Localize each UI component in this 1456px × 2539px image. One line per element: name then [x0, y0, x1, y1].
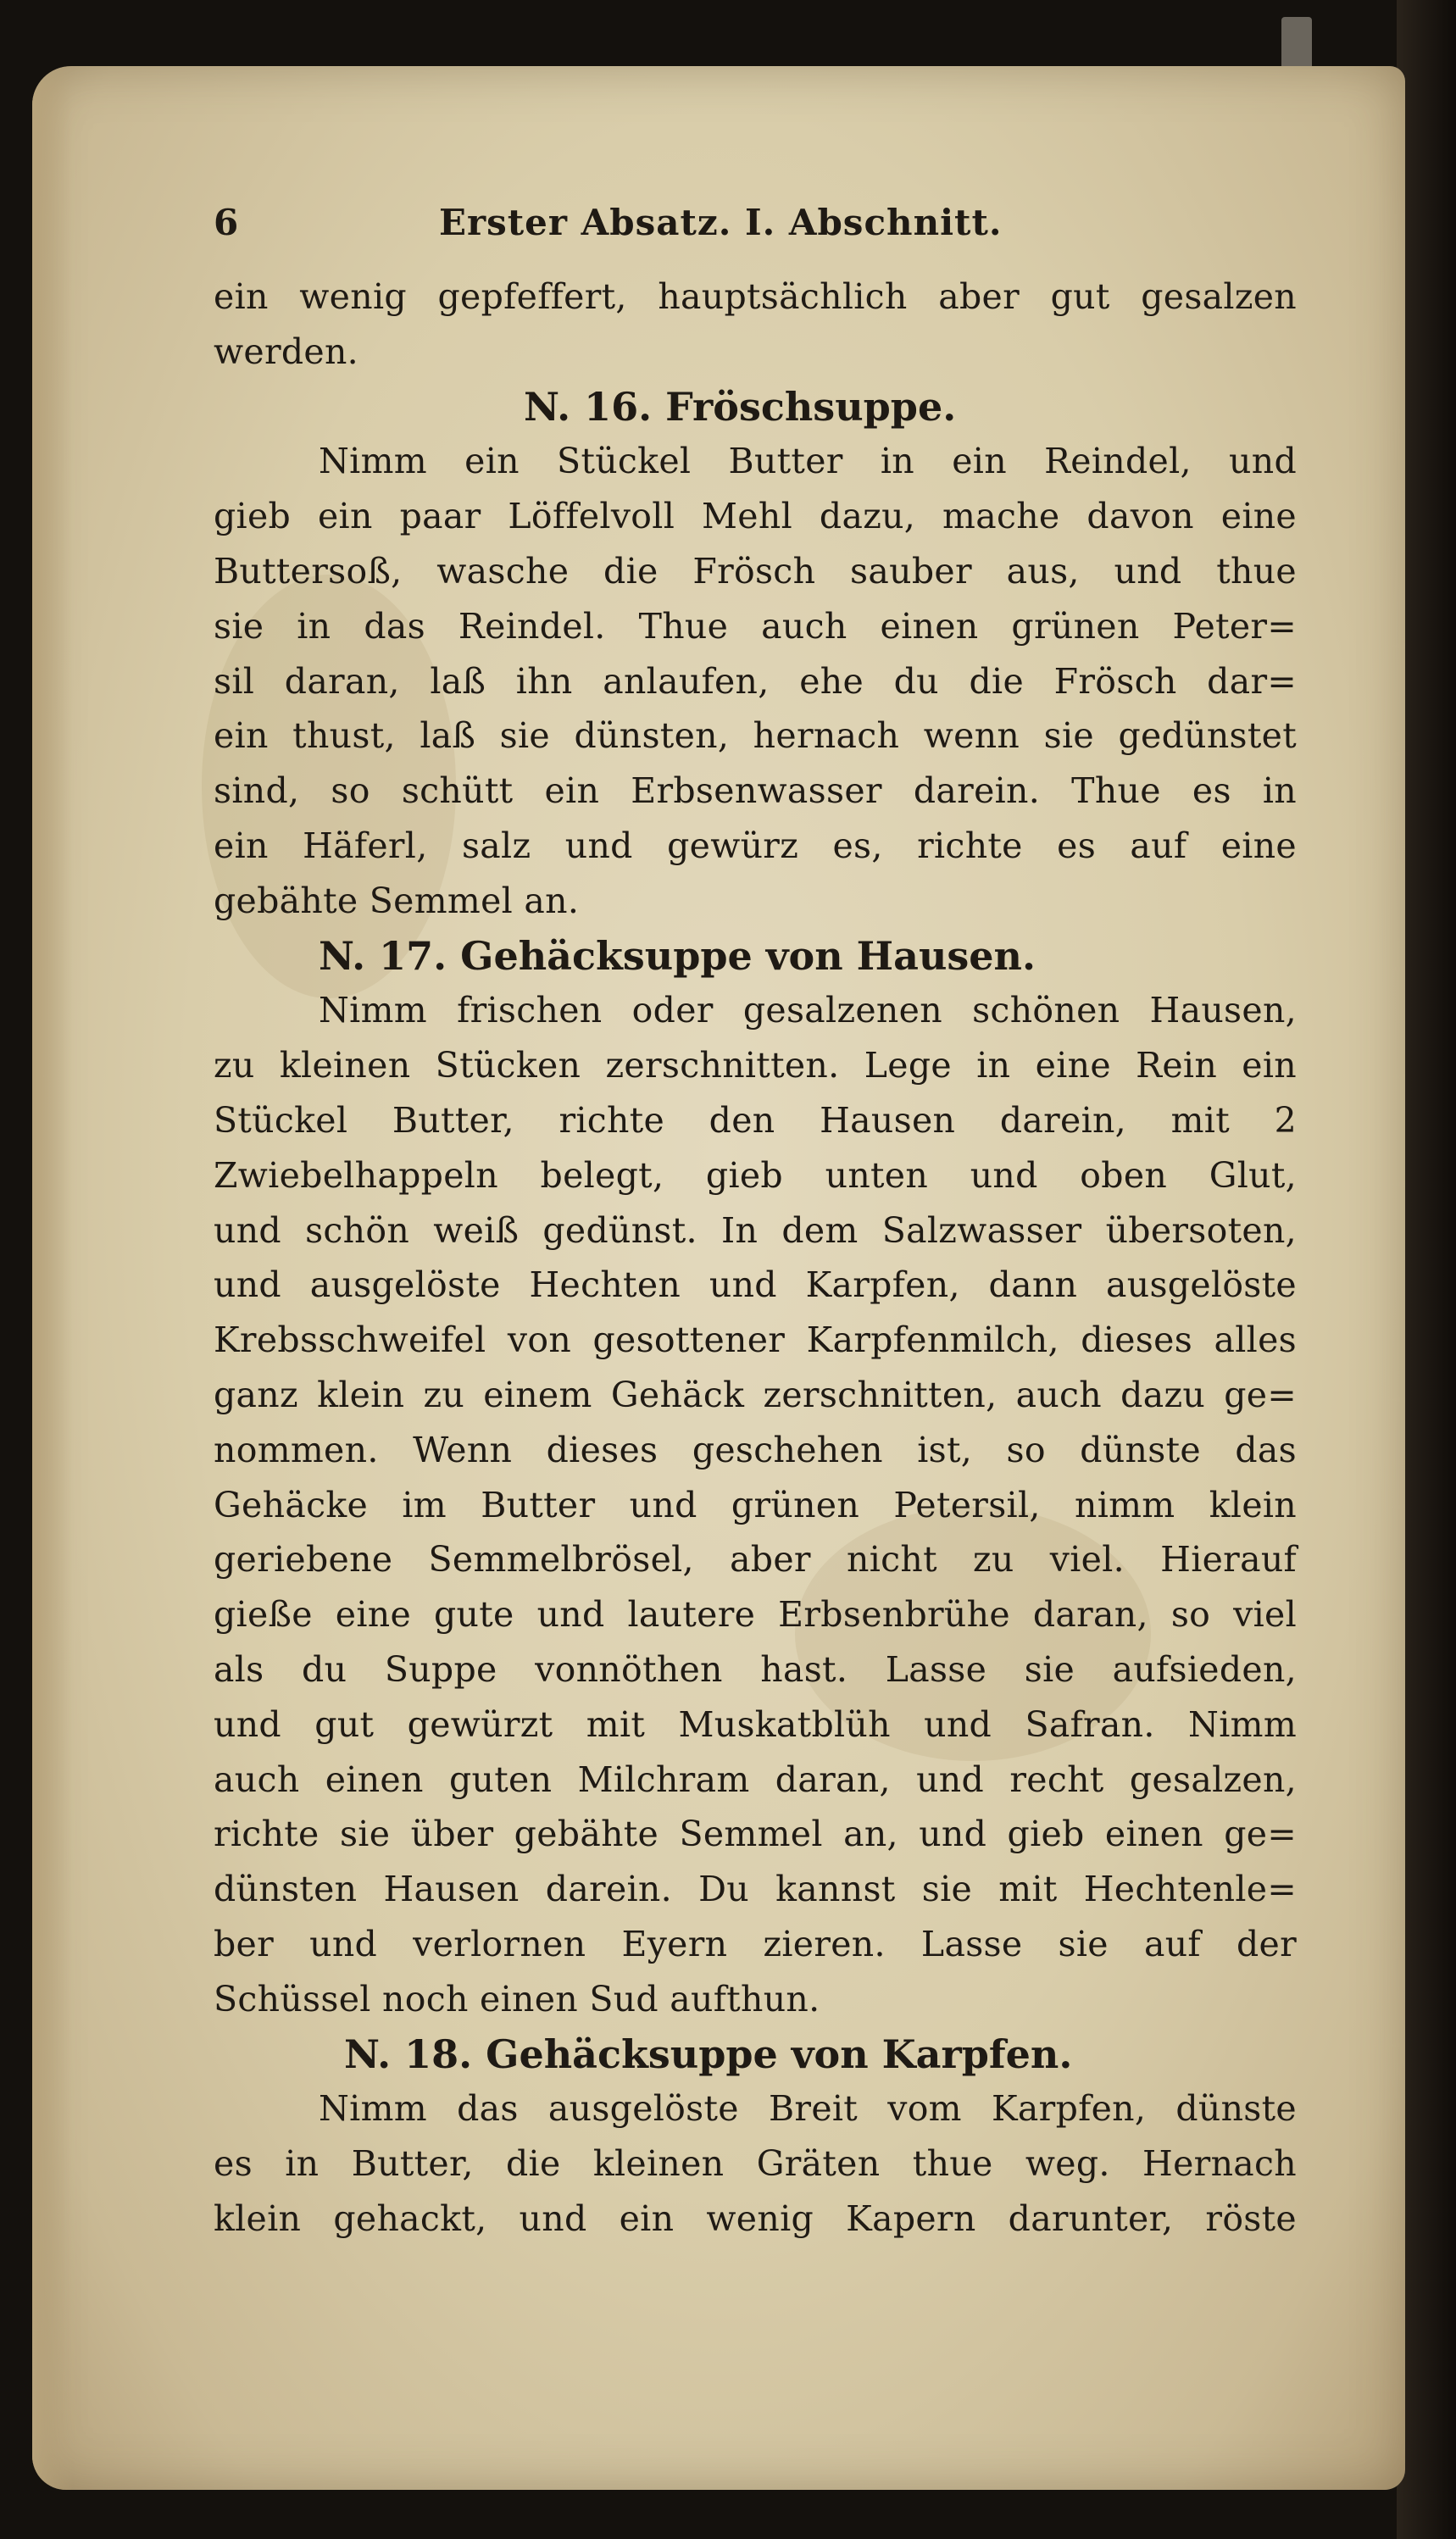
text-line: geriebene Semmelbrösel, aber nicht zu viel. Hierauf: [214, 1539, 1297, 1581]
text-line: richte sie über gebähte Semmel an, und gieb einen ge=: [214, 1814, 1297, 1855]
text-line: ein wenig gepfeffert, hauptsächlich aber gut gesalzen: [214, 276, 1297, 317]
text-line: Zwiebelhappeln belegt, gieb unten und oben Glut,: [214, 1154, 1297, 1196]
text-line: sil daran, laß ihn anlaufen, ehe du die Frösch dar=: [214, 660, 1297, 702]
running-head: Erster Absatz. I. Abschnitt.: [439, 202, 1003, 243]
text-line: Buttersoß, wasche die Frösch sauber aus, und thue: [214, 550, 1297, 592]
text-line: und ausgelöste Hechten und Karpfen, dann ausgelöste: [214, 1264, 1297, 1306]
text-line: sie in das Reindel. Thue auch einen grünen Peter=: [214, 605, 1297, 647]
text-line: zu kleinen Stücken zerschnitten. Lege in eine Rein ein: [214, 1045, 1297, 1086]
text-line: Nimm ein Stückel Butter in ein Reindel, und: [319, 441, 1297, 482]
text-line: Gehäcke im Butter und grünen Petersil, nimm klein: [214, 1484, 1297, 1525]
text-line: gieße eine gute und lautere Erbsenbrühe daran, so viel: [214, 1594, 1297, 1636]
text-line: dünsten Hausen darein. Du kannst sie mit Hechtenle=: [214, 1869, 1297, 1910]
book-spine: [1397, 0, 1456, 2539]
text-line: Nimm das ausgelöste Breit vom Karpfen, dünste: [319, 2088, 1297, 2130]
text-line: auch einen guten Milchram daran, und recht gesalzen,: [214, 1758, 1297, 1800]
page-header: [214, 202, 1297, 254]
text-line: werden.: [214, 331, 359, 372]
text-line: gieb ein paar Löffelvoll Mehl dazu, mache davon eine: [214, 496, 1297, 537]
text-line: und schön weiß gedünst. In dem Salzwasser übersoten,: [214, 1209, 1297, 1251]
text-line: ganz klein zu einem Gehäck zerschnitten, auch dazu ge=: [214, 1374, 1297, 1415]
text-line: Stückel Butter, richte den Hausen darein, mit 2: [214, 1099, 1297, 1141]
page-number: 6: [214, 202, 239, 243]
text-line: und gut gewürzt mit Muskatblüh und Safran. Nimm: [214, 1703, 1297, 1745]
text-line: als du Suppe vonnöthen hast. Lasse sie aufsieden,: [214, 1648, 1297, 1690]
text-line: Schüssel noch einen Sud aufthun.: [214, 1978, 820, 2020]
text-line: nommen. Wenn dieses geschehen ist, so dünste das: [214, 1429, 1297, 1470]
text-line: sind, so schütt ein Erbsenwasser darein. Thue es in: [214, 770, 1297, 812]
text-line: ber und verlornen Eyern zieren. Lasse sie auf der: [214, 1923, 1297, 1964]
text-line: gebähte Semmel an.: [214, 880, 580, 921]
text-line: es in Butter, die kleinen Gräten thue weg. Hernach: [214, 2143, 1297, 2185]
text-line: ein Häferl, salz und gewürz es, richte es auf eine: [214, 825, 1297, 866]
text-line: klein gehackt, und ein wenig Kapern darunter, röste: [214, 2197, 1297, 2239]
recipe-heading: N. 17. Gehäcksuppe von Hausen.: [319, 932, 1036, 979]
text-line: Krebsschweifel von gesottener Karpfenmilch, dieses alles: [214, 1320, 1297, 1361]
text-line: ein thust, laß sie dünsten, hernach wenn sie gedünstet: [214, 715, 1297, 757]
text-line: Nimm frischen oder gesalzenen schönen Hausen,: [319, 990, 1297, 1031]
page-edge: [32, 66, 73, 2490]
recipe-heading: N. 18. Gehäcksuppe von Karpfen.: [344, 2031, 1073, 2077]
recipe-heading: N. 16. Fröschsuppe.: [524, 383, 957, 430]
page-text: [214, 202, 1297, 2247]
